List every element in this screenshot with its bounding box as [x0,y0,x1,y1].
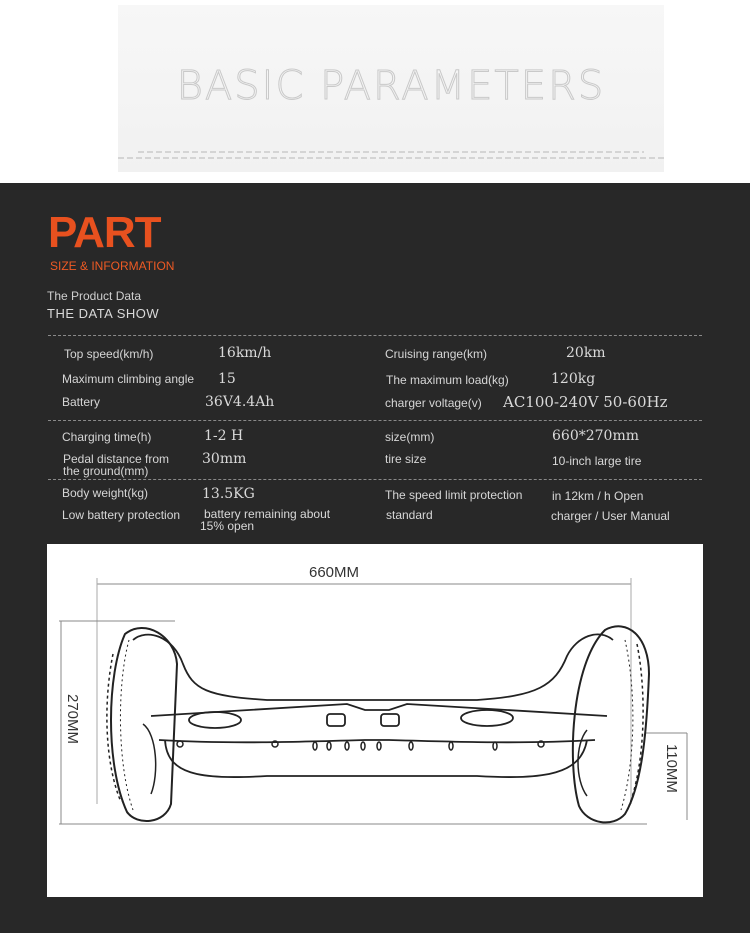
top-speed-label: Top speed(km/h) [64,347,154,361]
banner-box [118,5,664,172]
max-load-value: 120kg [551,371,596,387]
standard-label: standard [386,508,433,522]
right-wheel [573,626,649,822]
hoverboard-body [133,634,613,777]
battery-label: Battery [62,395,101,409]
data-show-label: THE DATA SHOW [47,306,160,321]
banner [0,0,750,183]
body-weight-label: Body weight(kg) [62,486,149,500]
max-load-label: The maximum load(kg) [386,373,509,387]
standard-value: charger / User Manual [551,509,670,523]
divider [48,479,702,480]
pedal-distance-label-line2: the ground(mm) [63,464,149,478]
low-battery-value-line2: 15% open [200,519,255,533]
body-weight-value: 13.5KG [202,486,255,502]
cruising-range-value: 20km [566,345,606,361]
banner-fine-print [138,151,644,153]
charger-voltage-value: AC100-240V 50-60Hz [503,393,668,411]
battery-value: 36V4.4Ah [205,394,275,410]
part-subtitle: SIZE & INFORMATION [50,259,175,273]
tire-size-value: 10-inch large tire [552,454,642,468]
spec-panel [0,183,750,933]
banner-fine-print [118,157,664,159]
charger-voltage-label: charger voltage(v) [385,396,482,410]
pedal-distance-value: 30mm [202,451,247,467]
height-dimension-label: 270MM [64,694,81,745]
climbing-angle-label: Maximum climbing angle [62,372,195,386]
banner-title: BASIC PARAMETERS [176,63,606,109]
charging-time-label: Charging time(h) [62,430,152,444]
width-dimension-label: 660MM [309,564,360,581]
low-battery-label: Low battery protection [62,508,181,522]
pedal-distance-label: Pedal distance from [63,452,170,466]
size-value: 660*270mm [552,428,639,444]
low-battery-value: battery remaining about [204,507,331,521]
cruising-range-label: Cruising range(km) [385,347,488,361]
size-label: size(mm) [385,430,435,444]
pedal-height-dimension-label: 110MM [663,744,680,793]
left-wheel [107,628,177,821]
hoverboard-drawing [47,544,703,897]
top-speed-value: 16km/h [218,345,272,361]
climbing-angle-value: 15 [218,371,236,387]
product-data-label: The Product Data [47,289,142,303]
divider [48,420,702,421]
part-title: PART [48,208,161,257]
speed-limit-label: The speed limit protection [385,488,523,502]
dimension-diagram [47,544,703,897]
tire-size-label: tire size [385,452,427,466]
speed-limit-value: in 12km / h Open [552,489,644,503]
charging-time-value: 1-2 H [204,428,244,444]
divider [48,335,702,336]
